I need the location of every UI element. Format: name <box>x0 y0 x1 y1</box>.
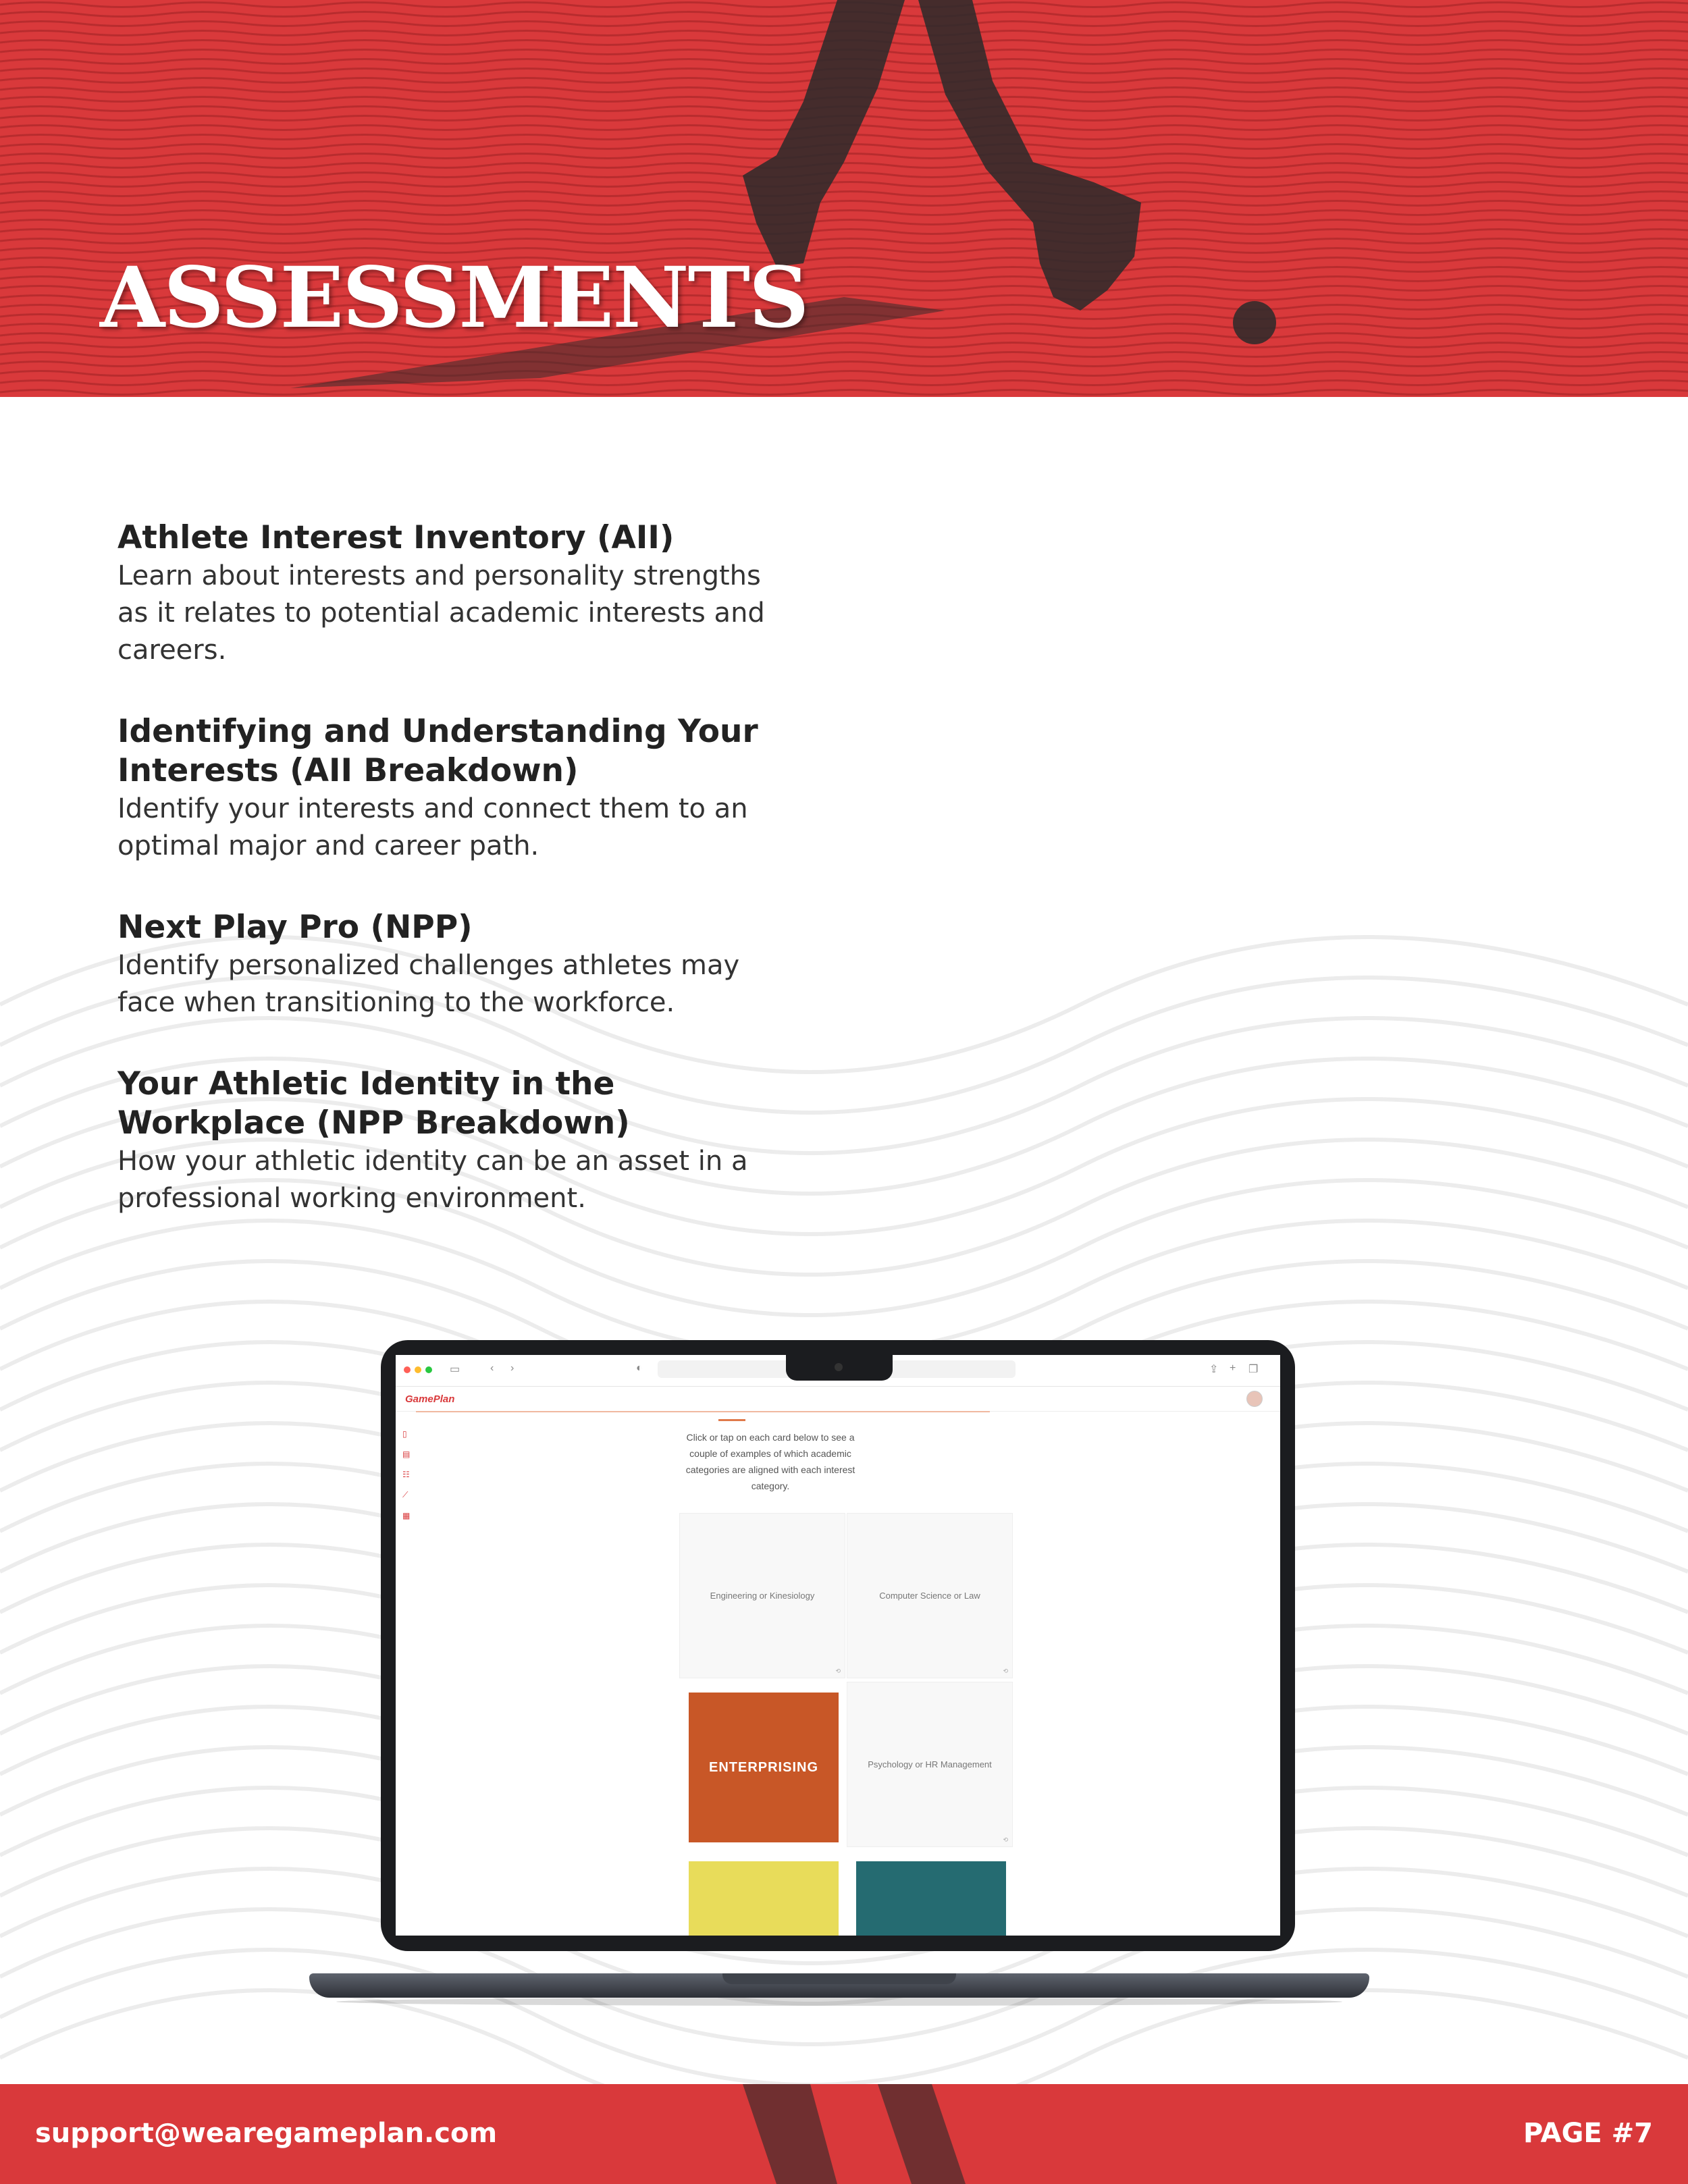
footer-band <box>0 2084 1688 2184</box>
progress-indicator <box>718 1419 745 1421</box>
progress-line <box>416 1411 990 1412</box>
section-npp <box>117 908 793 1021</box>
new-tab-icon: + <box>1230 1362 1236 1374</box>
forward-icon: › <box>510 1362 515 1374</box>
maximize-dot-icon <box>425 1366 432 1373</box>
header-banner <box>0 0 1688 397</box>
laptop-base-notch <box>722 1973 956 1984</box>
section-aii <box>117 518 793 669</box>
interest-card-yellow <box>689 1861 839 1936</box>
section-body: Identify your interests and connect them to an optimal major and career path. <box>117 793 748 861</box>
instructions-text: Click or tap on each card below to see a couple of examples of which academic categories are aligned with each interest category. <box>685 1432 855 1491</box>
camera-icon <box>835 1363 843 1371</box>
avatar <box>1246 1391 1263 1407</box>
card-label: Engineering or Kinesiology <box>710 1590 815 1601</box>
book-icon: ▤ <box>402 1449 411 1459</box>
flip-icon: ⟲ <box>1003 1668 1008 1674</box>
interest-card <box>847 1513 1013 1678</box>
section-title: Identifying and Understanding Your Interests (AII Breakdown) <box>117 713 758 789</box>
interest-card-enterprising <box>689 1693 839 1842</box>
section-title: Your Athletic Identity in the Workplace (NPP Breakdown) <box>117 1065 630 1142</box>
people-icon: ☷ <box>402 1470 410 1479</box>
section-title: Next Play Pro (NPP) <box>117 909 473 946</box>
flip-icon: ⟲ <box>835 1668 841 1674</box>
grid-icon: ▦ <box>402 1511 411 1520</box>
clipboard-icon: ▯ <box>402 1429 407 1439</box>
section-aii-breakdown <box>117 712 793 865</box>
section-body: How your athletic identity can be an asset in a professional working environment. <box>117 1146 748 1214</box>
section-npp-breakdown <box>117 1065 793 1217</box>
section-body: Learn about interests and personality strengths as it relates to potential academic interests and careers. <box>117 560 765 666</box>
interest-card <box>679 1513 845 1678</box>
laptop-screen <box>396 1355 1280 1936</box>
shield-icon: ◐ <box>636 1362 643 1374</box>
support-email-link[interactable]: support@wearegameplan.com <box>35 2118 498 2149</box>
section-title: Athlete Interest Inventory (AII) <box>117 519 675 556</box>
laptop-shadow <box>336 1998 1342 2006</box>
page-title: ASSESSMENTS <box>100 249 808 347</box>
laptop-mockup <box>309 1340 1369 2008</box>
sidebar-icon: ▭ <box>450 1364 460 1375</box>
assessment-list <box>117 518 793 1260</box>
minimize-dot-icon <box>415 1366 421 1373</box>
card-label: ENTERPRISING <box>708 1760 819 1775</box>
app-sidebar <box>402 1429 416 1531</box>
interest-card <box>847 1682 1013 1847</box>
tabs-icon: ❐ <box>1248 1364 1259 1375</box>
share-icon: ⇪ <box>1209 1364 1219 1375</box>
camera-notch <box>786 1355 893 1381</box>
close-dot-icon <box>404 1366 411 1373</box>
back-icon: ‹ <box>490 1362 494 1374</box>
flip-icon: ⟲ <box>1003 1836 1008 1843</box>
app-header <box>396 1387 1280 1412</box>
card-label: Psychology or HR Management <box>868 1759 992 1769</box>
card-label: Computer Science or Law <box>879 1590 980 1601</box>
interest-card-teal <box>856 1861 1006 1936</box>
gameplan-logo: GamePlan <box>405 1393 455 1405</box>
section-body: Identify personalized challenges athletes may face when transitioning to the workforce. <box>117 950 740 1018</box>
chart-icon: ⟋ <box>402 1490 408 1499</box>
page-number: PAGE #7 <box>1523 2118 1653 2149</box>
